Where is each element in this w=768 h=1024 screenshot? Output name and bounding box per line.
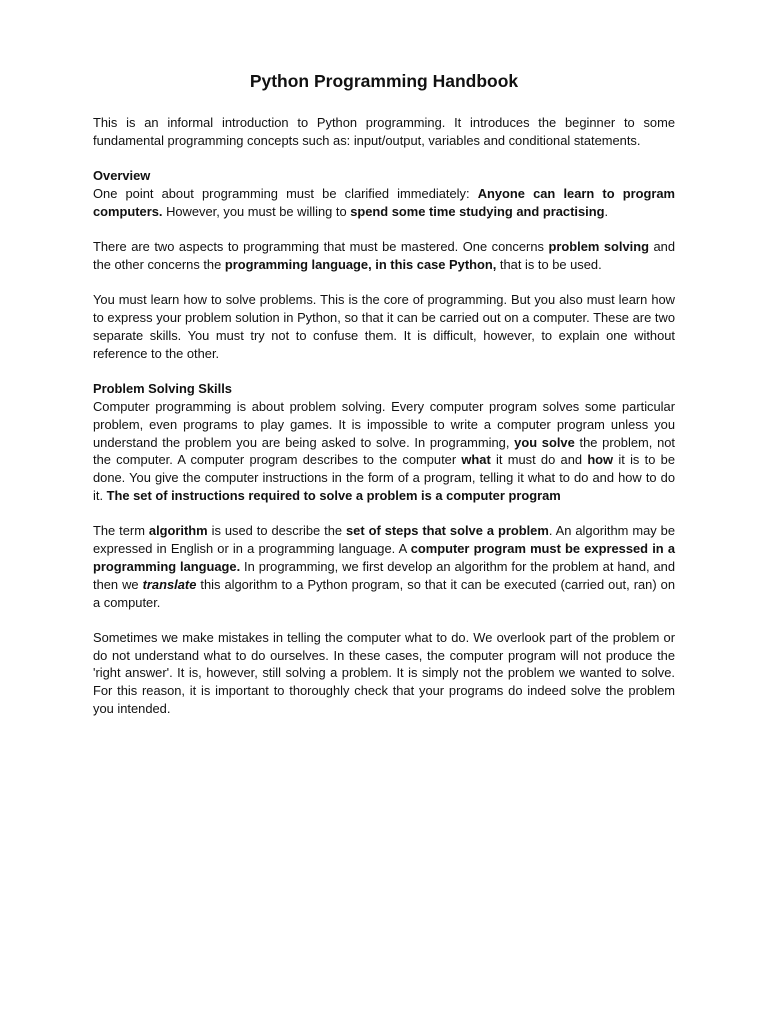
ps-p1-text-a: Computer programming is about problem solving. Every computer program solves some particular problem, even programs to play games. It is impossible to write a computer program unless you understand the problem you are being asked to solve. In programming, [93, 398, 675, 450]
overview-p2-text-c: that is to be used. [496, 256, 602, 272]
overview-p1-bold-a: Anyone can learn to program computers. [93, 185, 675, 219]
problem-solving-paragraph-2 [93, 522, 675, 611]
overview-p1-bold-b: spend some time studying and practising [350, 203, 605, 219]
overview-paragraph-1 [93, 167, 675, 220]
page-title: Python Programming Handbook [249, 71, 519, 91]
intro-paragraph: This is an informal introduction to Python programming. It introduces the beginner to some fundamental programming concepts such as: input/output, variables and conditional statements. [93, 115, 675, 148]
overview-p1-text-b: However, you must be willing to [162, 203, 351, 219]
overview-p2-text-a: There are two aspects to programming that must be mastered. One concerns [93, 239, 549, 255]
problem-solving-heading: Problem Solving Skills [93, 381, 232, 397]
ps-p1-bold-d: The set of instructions required to solve a problem is a computer program [106, 487, 561, 503]
ps-p2-bolditalic: translate [142, 576, 197, 592]
ps-p2-bold-a: algorithm [148, 523, 208, 539]
problem-solving-paragraph-1 [93, 380, 675, 505]
ps-p1-text-b: the problem, not the computer. A computer program describes to the computer [93, 434, 675, 468]
ps-p1-bold-a: you solve [514, 434, 575, 450]
overview-p2-text-b: and the other concerns the [93, 239, 675, 272]
ps-p2-text-c: . An algorithm may be expressed in English or in a programming language. A [93, 523, 675, 557]
overview-paragraph-3: You must learn how to solve problems. This is the core of programming. But you also must learn how to express your problem solution in Python, so that it can be carried out on a computer. These are two separate skills. You must try not to confuse them. It is difficult, however, to explain one without reference to the other. [93, 292, 675, 361]
ps-p1-bold-c: how [587, 452, 614, 468]
overview-p1-text-c: . [604, 203, 609, 219]
overview-paragraph-2 [93, 238, 675, 274]
ps-p1-text-d: it is to be done. You give the computer instructions in the form of a program, telling it what to do and how to do it. [93, 452, 675, 503]
overview-p1-text-a: One point about programming must be clarified immediately: [93, 185, 478, 201]
ps-p2-text-d: In programming, we first develop an algorithm for the problem at hand, and then we [93, 558, 675, 592]
ps-p1-text-c: it must do and [490, 452, 588, 468]
ps-p2-bold-b: set of steps that solve a problem [346, 523, 549, 539]
overview-p2-bold-a: problem solving [548, 239, 649, 255]
overview-heading: Overview [93, 168, 151, 184]
ps-p2-text-a: The term [93, 523, 149, 539]
overview-p2-bold-b: programming language, in this case Python, [224, 256, 497, 272]
ps-p2-text-e: this algorithm to a Python program, so that it can be executed (carried out, ran) on a computer. [93, 576, 675, 610]
ps-p2-text-b: is used to describe the [207, 523, 347, 539]
document-body [93, 70, 675, 735]
ps-p1-bold-b: what [461, 452, 491, 468]
problem-solving-paragraph-3: Sometimes we make mistakes in telling the computer what to do. We overlook part of the problem or do not understand what to do ourselves. In these cases, the computer program will not produce the 'right answer'. It is, however, still solving a problem. It is simply not the problem we wanted to solve. For this reason, it is important to thoroughly check that your programs do indeed solve the problem you intended. [93, 629, 675, 717]
ps-p2-bold-c: computer program must be expressed in a programming language. [93, 541, 675, 574]
